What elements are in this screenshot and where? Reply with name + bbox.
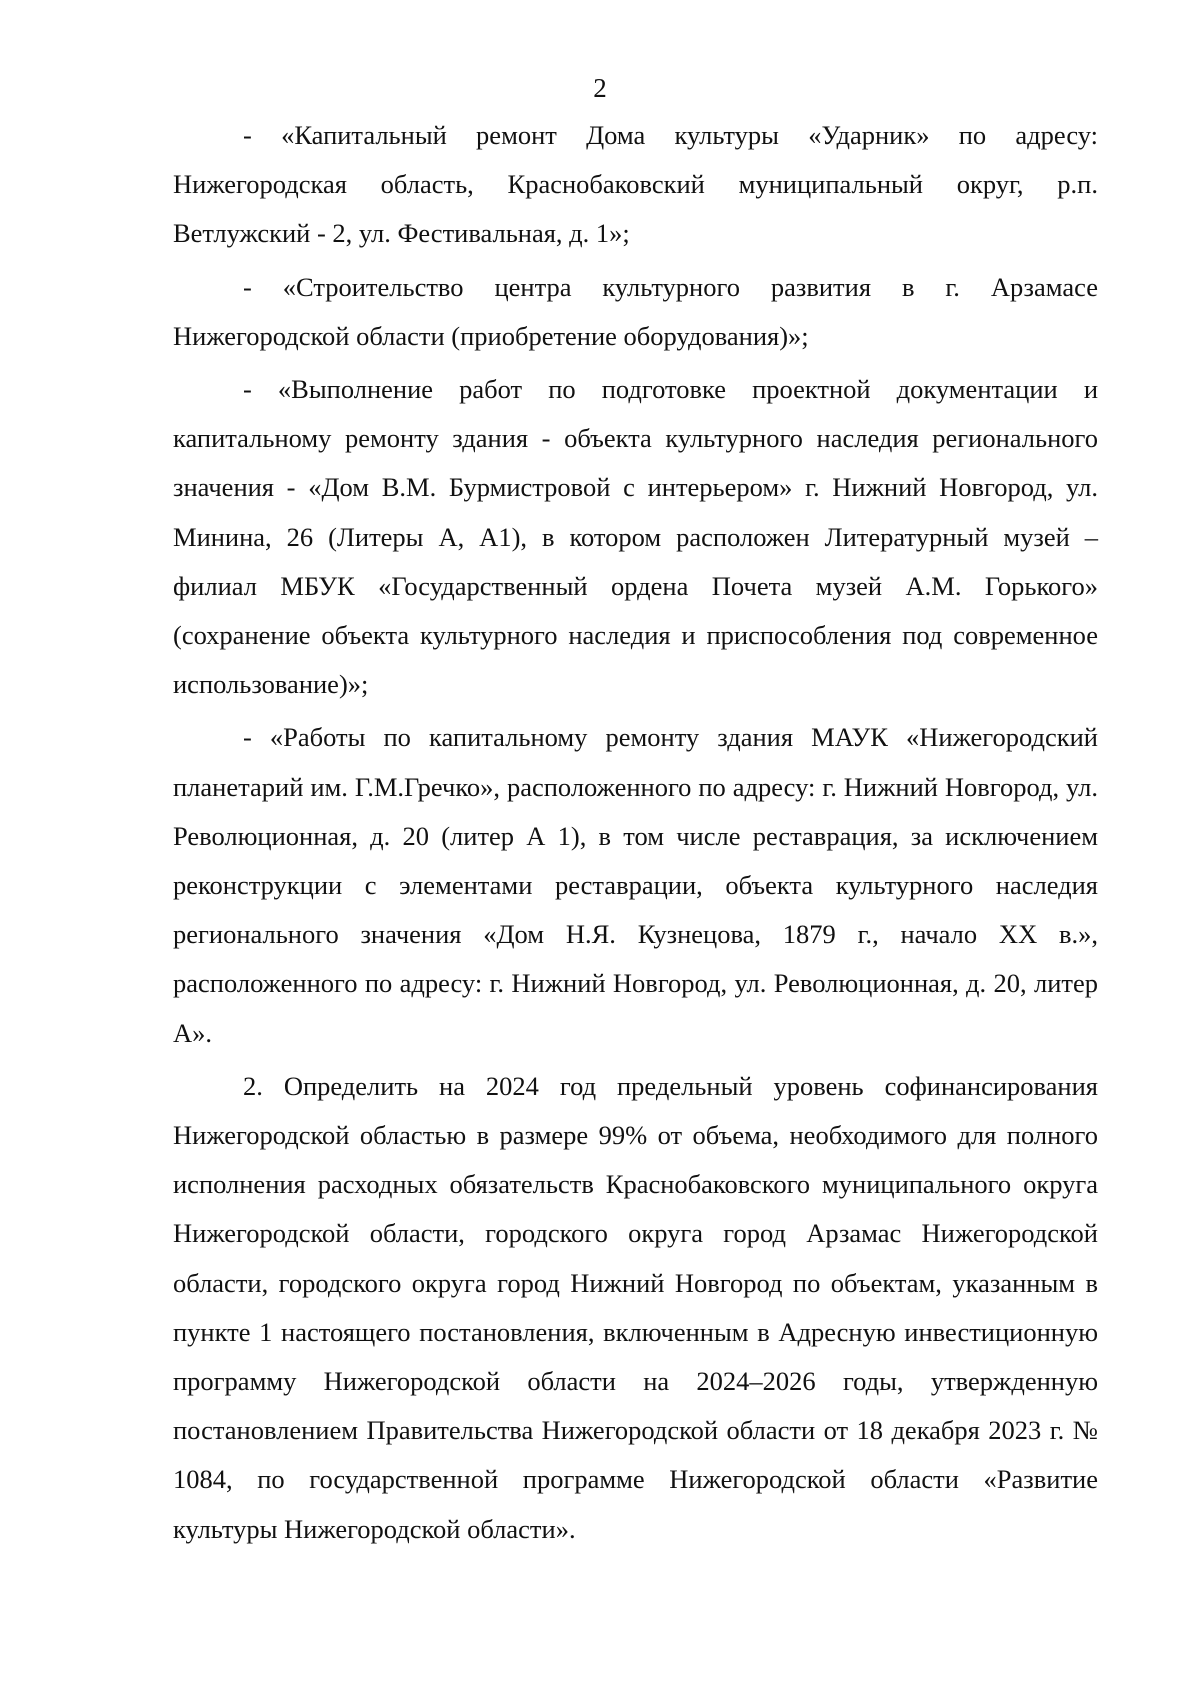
paragraph-item-arzamas-center: - «Строительство центра культурного развития в г. Арзамасе Нижегородской области (приобретение оборудования)»; [173,271,1098,351]
paragraph-item-burmistrova-house: - «Выполнение работ по подготовке проектной документации и капитальному ремонту здания - объекта культурного наследия регионального значения - «Дом В.М. Бурмистровой с интерьером» г. Нижний Новгород, ул. Минина, 26 (Литеры А, А1), в котором расположен Литературный музей – филиал МБУК «Государственный ордена Почета музей А.М. Горького» (сохранение объекта культурного наследия и приспособления под современное использование)»; [173,374,1098,700]
page-number: 2 [593,73,607,103]
paragraph-item-kapremont-udarnik: - «Капитальный ремонт Дома культуры «Ударник» по адресу: Нижегородская область, Краснобаковский муниципальный округ, р.п. Ветлужский - 2, ул. Фестивальная, д. 1»; [173,120,1098,249]
paragraph-item-planetarium: - «Работы по капитальному ремонту здания МАУК «Нижегородский планетарий им. Г.М.Гречко», расположенного по адресу: г. Нижний Новгород, ул. Революционная, д. 20 (литер А 1), в том числе реставрация, за исключением реконструкции с элементами реставрации, объекта культурного наследия регионального значения «Дом Н.Я. Кузнецова, 1879 г., начало XX в.», расположенного по адресу: г. Нижний Новгород, ул. Революционная, д. 20, литер А». [173,722,1098,1048]
paragraph-clause-2: 2. Определить на 2024 год предельный уровень софинансирования Нижегородской областью в размере 99% от объема, необходимого для полного исполнения расходных обязательств Краснобаковского муниципального округа Нижегородской области, городского округа город Арзамас Нижегородской области, городского округа город Нижний Новгород по объектам, указанным в пункте 1 настоящего постановления, включенным в Адресную инвестиционную программу Нижегородской области на 2024–2026 годы, утвержденную постановлением Правительства Нижегородской области от 18 декабря 2023 г. № 1084, по государственной программе Нижегородской области «Развитие культуры Нижегородской области». [173,1070,1098,1544]
document-body [173,111,1098,1558]
